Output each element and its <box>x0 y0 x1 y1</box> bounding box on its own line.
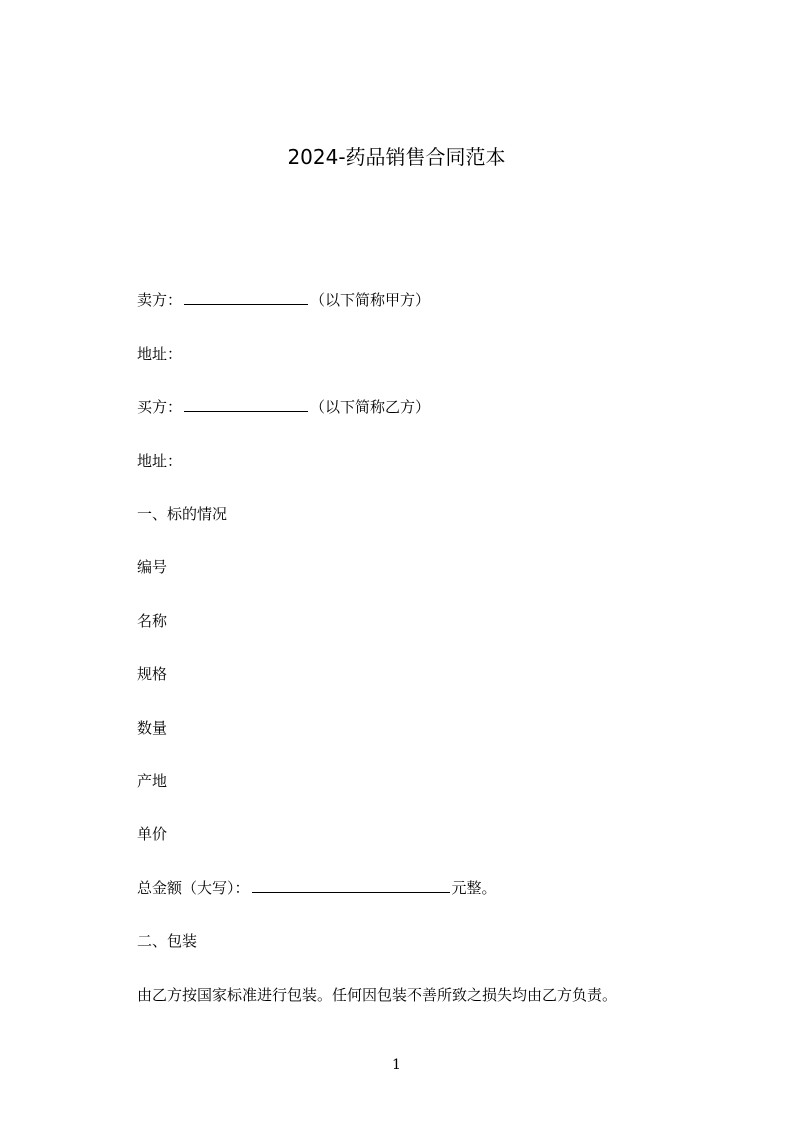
seller-suffix: （以下简称甲方） <box>310 291 431 309</box>
section-heading: 二、包装 <box>137 932 198 950</box>
field-item: 数量 <box>137 719 168 737</box>
total-blank <box>252 878 450 893</box>
seller-address-line <box>137 344 182 364</box>
page-number: 1 <box>392 1057 401 1073</box>
seller-label: 卖方： <box>137 291 183 309</box>
document-title: 2024-药品销售合同范本 <box>287 145 506 169</box>
buyer-address-label: 地址： <box>137 452 183 470</box>
field-item: 编号 <box>137 558 168 576</box>
buyer-line <box>137 397 430 417</box>
buyer-blank <box>184 397 308 412</box>
total-suffix: 元整。 <box>451 879 497 897</box>
buyer-label: 买方： <box>137 398 183 416</box>
seller-line <box>137 290 430 310</box>
buyer-suffix: （以下简称乙方） <box>310 398 431 416</box>
field-item: 单价 <box>137 825 168 843</box>
field-item: 规格 <box>137 665 168 683</box>
field-item: 产地 <box>137 772 168 790</box>
total-amount-line <box>137 878 497 898</box>
packaging-paragraph: 由乙方按国家标准进行包装。任何因包装不善所致之损失均由乙方负责。 <box>137 986 618 1004</box>
seller-blank <box>184 290 308 305</box>
buyer-address-line <box>137 451 182 471</box>
total-label: 总金额（大写）： <box>137 879 250 897</box>
seller-address-label: 地址： <box>137 345 183 363</box>
field-item: 名称 <box>137 612 168 630</box>
section-heading: 一、标的情况 <box>137 505 228 523</box>
